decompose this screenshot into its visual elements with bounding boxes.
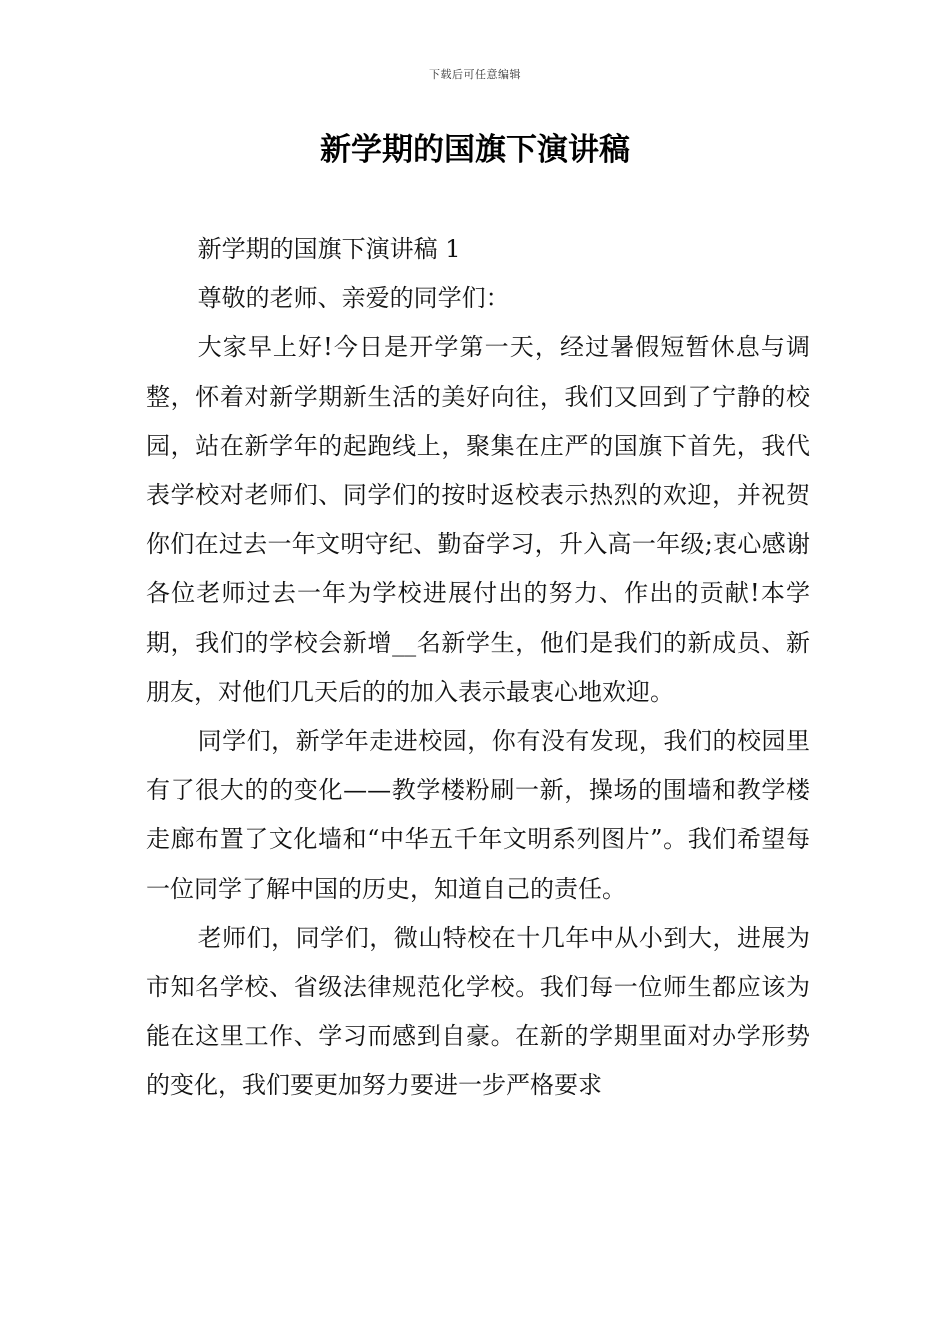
page-header-note: 下载后可任意编辑 — [429, 68, 521, 81]
body-paragraph: 老师们，同学们，微山特校在十几年中从小到大，进展为市知名学校、省级法律规范化学校。我们每一位师生都应该为能在这里工作、学习而感到自豪。在新的学期里面对办学形势的变化，我们要更加努力要进一步严格要求 — [146, 923, 810, 1100]
body-paragraph: 同学们，新学年走进校园，你有没有发现，我们的校园里有了很大的的变化——教学楼粉刷一新，操场的围墙和教学楼走廊布置了文化墙和“中华五千年文明系列图片”。我们希望每一位同学了解中国的历史，知道自己的责任。 — [146, 727, 810, 903]
document-body — [146, 225, 810, 1111]
body-paragraph: 大家早上好!今日是开学第一天，经过暑假短暂休息与调整，怀着对新学期新生活的美好向往，我们又回到了宁静的校园，站在新学年的起跑线上，聚集在庄严的国旗下首先，我代表学校对老师们、同学们的按时返校表示热烈的欢迎，并祝贺你们在过去一年文明守纪、勤奋学习，升入高一年级;衷心感谢各位老师过去一年为学校进展付出的努力、作出的贡献!本学期，我们的学校会新增__名新学生，他们是我们的新成员、新朋友，对他们几天后的的加入表示最衷心地欢迎。 — [146, 333, 810, 706]
speech-greeting: 尊敬的老师、亲爱的同学们： — [197, 284, 510, 313]
speech-subtitle: 新学期的国旗下演讲稿 1 — [197, 235, 461, 263]
document-title: 新学期的国旗下演讲稿 — [320, 132, 630, 168]
